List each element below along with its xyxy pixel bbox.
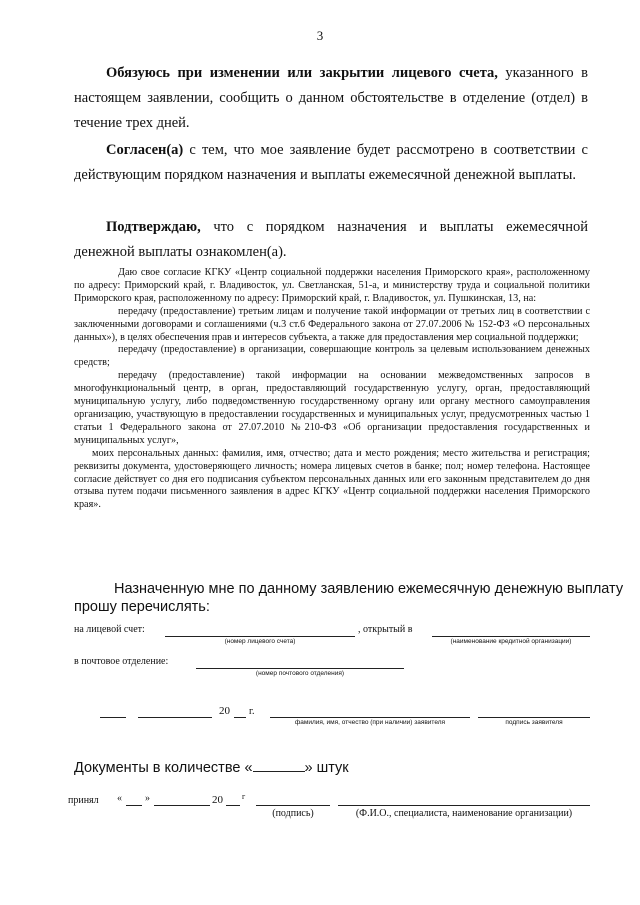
account-label: на лицевой счет: xyxy=(74,624,145,635)
documents-count-field[interactable] xyxy=(253,759,305,772)
obligation-bold: Обязуюсь при изменении или закрытии лицевого счета, xyxy=(106,65,498,81)
applicant-sign-field[interactable] xyxy=(478,717,590,718)
page-number: 3 xyxy=(316,28,324,43)
opened-in-label: , открытый в xyxy=(358,624,413,635)
obligation-text: указанного в настоящем заявлении, сообщить о данном обстоятельстве в отделение (отдел) в течение трех дней. xyxy=(74,65,588,131)
sign-day-field[interactable] xyxy=(100,717,126,718)
confirmation-paragraph xyxy=(74,215,588,265)
transfer-heading-line2: прошу перечислять: xyxy=(74,599,210,615)
accepted-sign-field[interactable] xyxy=(256,805,330,806)
accepted-year-suffix: г xyxy=(242,792,246,801)
sign-month-field[interactable] xyxy=(138,717,212,718)
accepted-fio-field[interactable] xyxy=(338,805,590,806)
applicant-sign-caption: подпись заявителя xyxy=(505,719,563,726)
post-office-label: в почтовое отделение: xyxy=(74,656,169,667)
post-office-field[interactable] xyxy=(196,668,404,669)
consent-item-2: передачу (предоставление) в организации, совершающие контроль за целевым использованием денежных средств; xyxy=(74,344,590,369)
account-caption: (номер лицевого счета) xyxy=(224,638,296,645)
documents-prefix: Документы в количестве « xyxy=(74,760,253,776)
bank-name-field[interactable] xyxy=(432,636,590,637)
accepted-day-field[interactable] xyxy=(126,805,142,806)
agreement-text: с тем, что мое заявление будет рассмотрено в соответствии с действующим порядком назначения и выплаты ежемесячной денежной выплаты. xyxy=(74,142,588,183)
sign-year-suffix: г. xyxy=(249,706,255,717)
transfer-heading-line1: Назначенную мне по данному заявлению ежемесячную денежную выплату xyxy=(114,581,624,597)
confirmation-text: что с порядком назначения и выплаты ежемесячной денежной выплаты ознакомлен(а). xyxy=(74,219,588,260)
obligation-paragraph xyxy=(74,61,588,136)
consent-block xyxy=(74,267,590,512)
documents-count xyxy=(74,759,349,776)
accepted-quote-close: » xyxy=(145,793,150,804)
account-number-field[interactable] xyxy=(165,636,355,637)
applicant-name-caption: фамилия, имя, отчество (при наличии) заявителя xyxy=(294,719,446,726)
accepted-year-field[interactable] xyxy=(226,805,240,806)
accepted-sign-caption: (подпись) xyxy=(272,808,314,819)
applicant-name-field[interactable] xyxy=(270,717,470,718)
post-office-caption: (номер почтового отделения) xyxy=(255,670,345,677)
consent-intro: Даю свое согласие КГКУ «Центр социальной поддержки населения Приморского края», расположенному по адресу: Приморский край, г. Владивосток, ул. Светланская, 51-а, и министерству труда и социальной политики Приморского края, расположенному по адресу: Приморский край, г. Владивосток, ул. Пушкинская, 13, на: xyxy=(74,267,590,304)
bank-caption: (наименование кредитной организации) xyxy=(450,638,572,645)
accepted-fio-caption: (Ф.И.О., специалиста, наименование организации) xyxy=(355,808,573,819)
agreement-paragraph xyxy=(74,138,588,188)
sign-year-field[interactable] xyxy=(234,717,246,718)
accepted-year-prefix: 20 xyxy=(212,794,223,806)
confirmation-bold: Подтверждаю, xyxy=(106,219,201,235)
accepted-label: принял xyxy=(68,795,99,806)
consent-item-1: передачу (предоставление) третьим лицам и получение такой информации от третьих лиц в соответствии с заключенными договорами и соглашениями (ч.3 ст.6 Федерального закона от 27.07.2006 № 152-ФЗ «О персональных данных»), в целях обеспечения прав и интересов субъекта, а также для предоставления мер социальной поддержки; xyxy=(74,305,590,343)
consent-item-3: передачу (предоставление) такой информации на основании межведомственных запросов в многофункциональный центр, в орган, предоставляющий государственную услугу, орган, предоставляющий муниципальную услугу, либо подведомственную государственному органу или органу местного самоуправления организацию, участвующую в предоставлении государственных и муниципальных услуг, предусмотренных частью 1 статьи 1 Федерального закона от 27.07.2010 №210-ФЗ «Об организации предоставления государственных и муниципальных услуг», xyxy=(74,370,590,446)
accepted-quote-open: « xyxy=(117,793,122,804)
consent-item-4: моих персональных данных: фамилия, имя, отчество; дата и место рождения; место жительства и регистрация; реквизиты документа, удостоверяющего личность; номера лицевых счетов в банке; пол; номер телефона. Настоящее согласие действует со дня его подписания субъектом персональных данных или его законным представителем до дня отзыва путем подачи письменного заявления в адрес КГКУ «Центр социальной поддержки населения Приморского края». xyxy=(74,447,590,511)
accepted-month-field[interactable] xyxy=(154,805,210,806)
sign-year-prefix: 20 xyxy=(219,705,230,717)
agreement-bold: Согласен(а) xyxy=(106,142,184,158)
documents-suffix: » штук xyxy=(304,760,349,776)
